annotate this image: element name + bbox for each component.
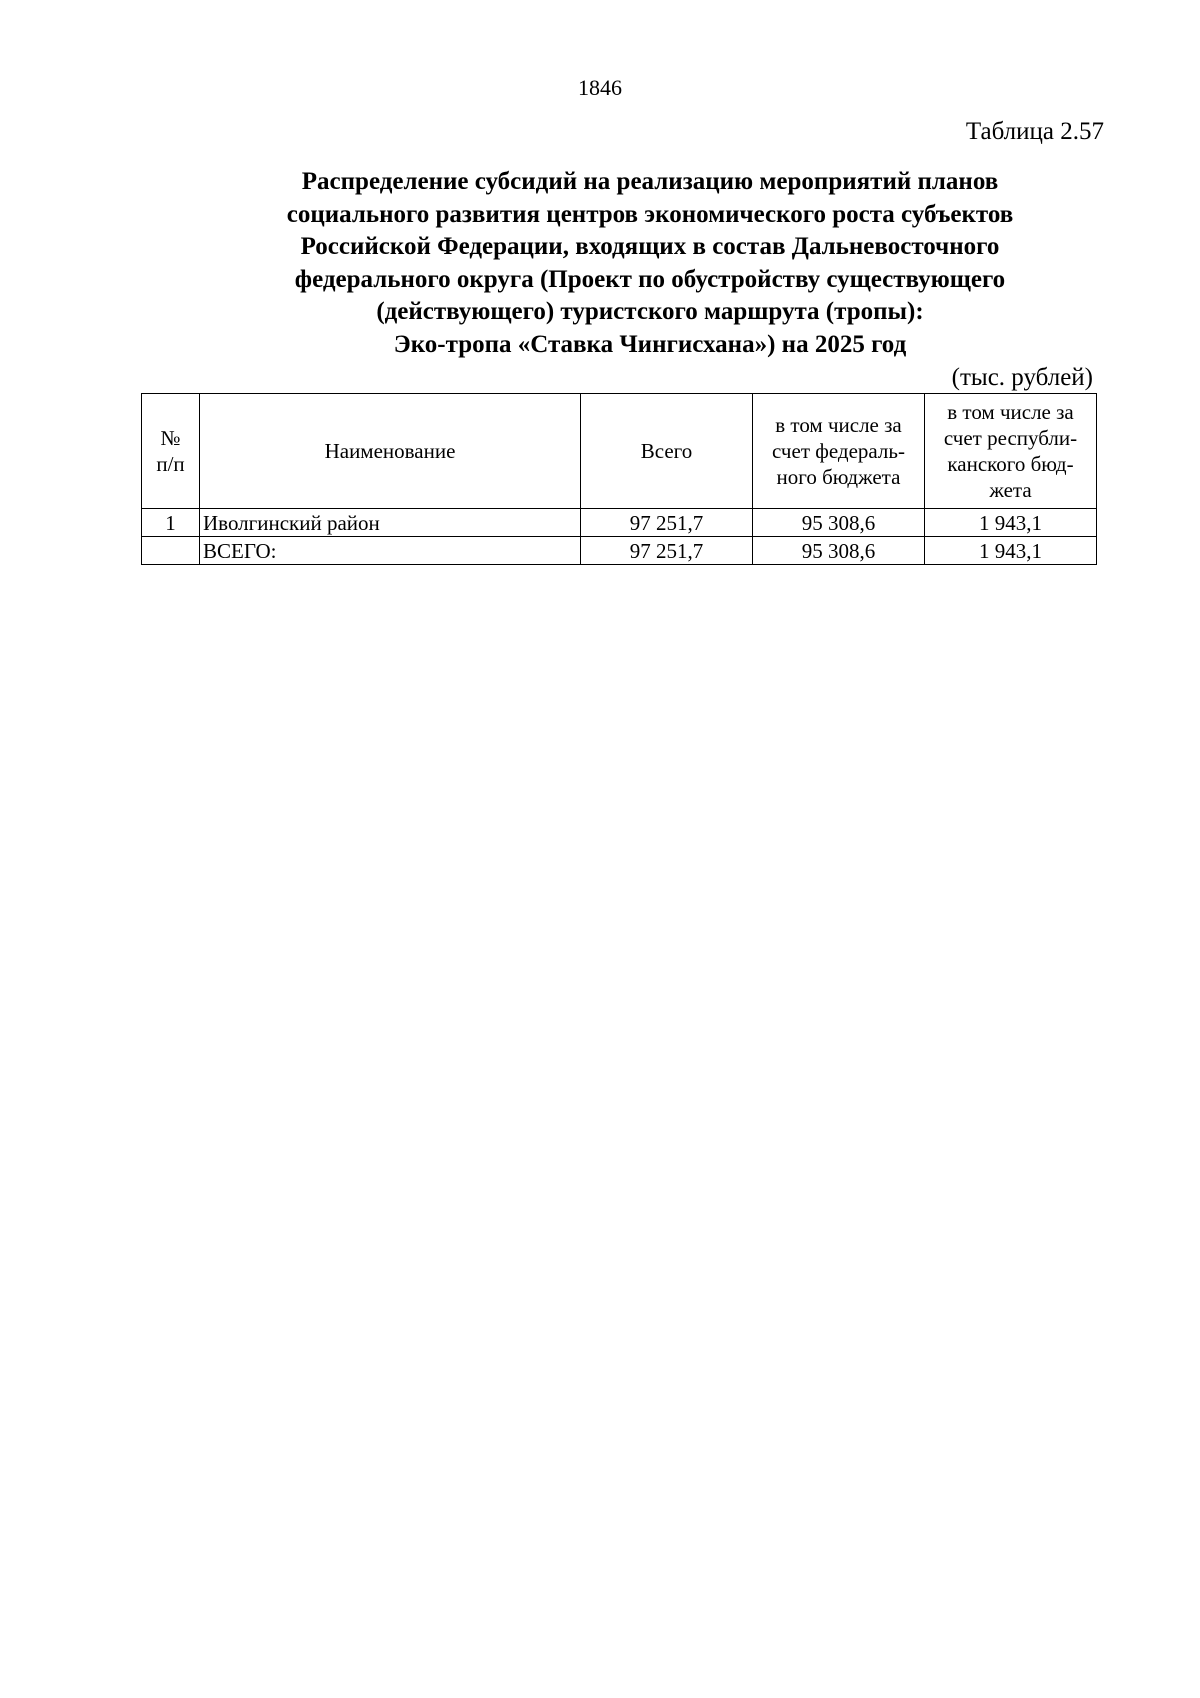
cell-name: Иволгинский район: [200, 509, 581, 537]
cell-number: 1: [142, 509, 200, 537]
title-line: федерального округа (Проект по обустройству существующего: [294, 265, 1006, 293]
page-number: 1846: [578, 75, 622, 100]
cell-republic: 1 943,1: [925, 537, 1097, 565]
header-total: Всего: [581, 394, 753, 509]
title-line: (действующего) туристского маршрута (тропы):: [376, 298, 924, 325]
header-federal: в том числе за счет федераль- ного бюджета: [753, 394, 925, 509]
title-line: Российской Федерации, входящих в состав Дальневосточного: [300, 233, 1000, 260]
subsidy-table: [141, 393, 1097, 565]
header-republic: в том числе за счет республи- канского бюд- жета: [925, 394, 1097, 509]
table-row: [142, 509, 1097, 537]
cell-number: [142, 537, 200, 565]
table-header-row: [142, 394, 1097, 509]
cell-republic: 1 943,1: [925, 509, 1097, 537]
cell-name: ВСЕГО:: [200, 537, 581, 565]
title-line: социального развития центров экономического роста субъектов: [286, 200, 1014, 228]
cell-total: 97 251,7: [581, 537, 753, 565]
table-label: Таблица 2.57: [965, 118, 1104, 145]
header-number: № п/п: [142, 394, 200, 509]
table-total-row: [142, 537, 1097, 565]
cell-federal: 95 308,6: [753, 537, 925, 565]
units-label: (тыс. рублей): [951, 364, 1093, 391]
cell-total: 97 251,7: [581, 509, 753, 537]
header-name: Наименование: [200, 394, 581, 509]
cell-federal: 95 308,6: [753, 509, 925, 537]
document-title: [200, 166, 1100, 361]
title-line: Распределение субсидий на реализацию мероприятий планов: [301, 168, 999, 195]
title-line: Эко-тропа «Ставка Чингисхана») на 2025 год: [393, 330, 907, 358]
